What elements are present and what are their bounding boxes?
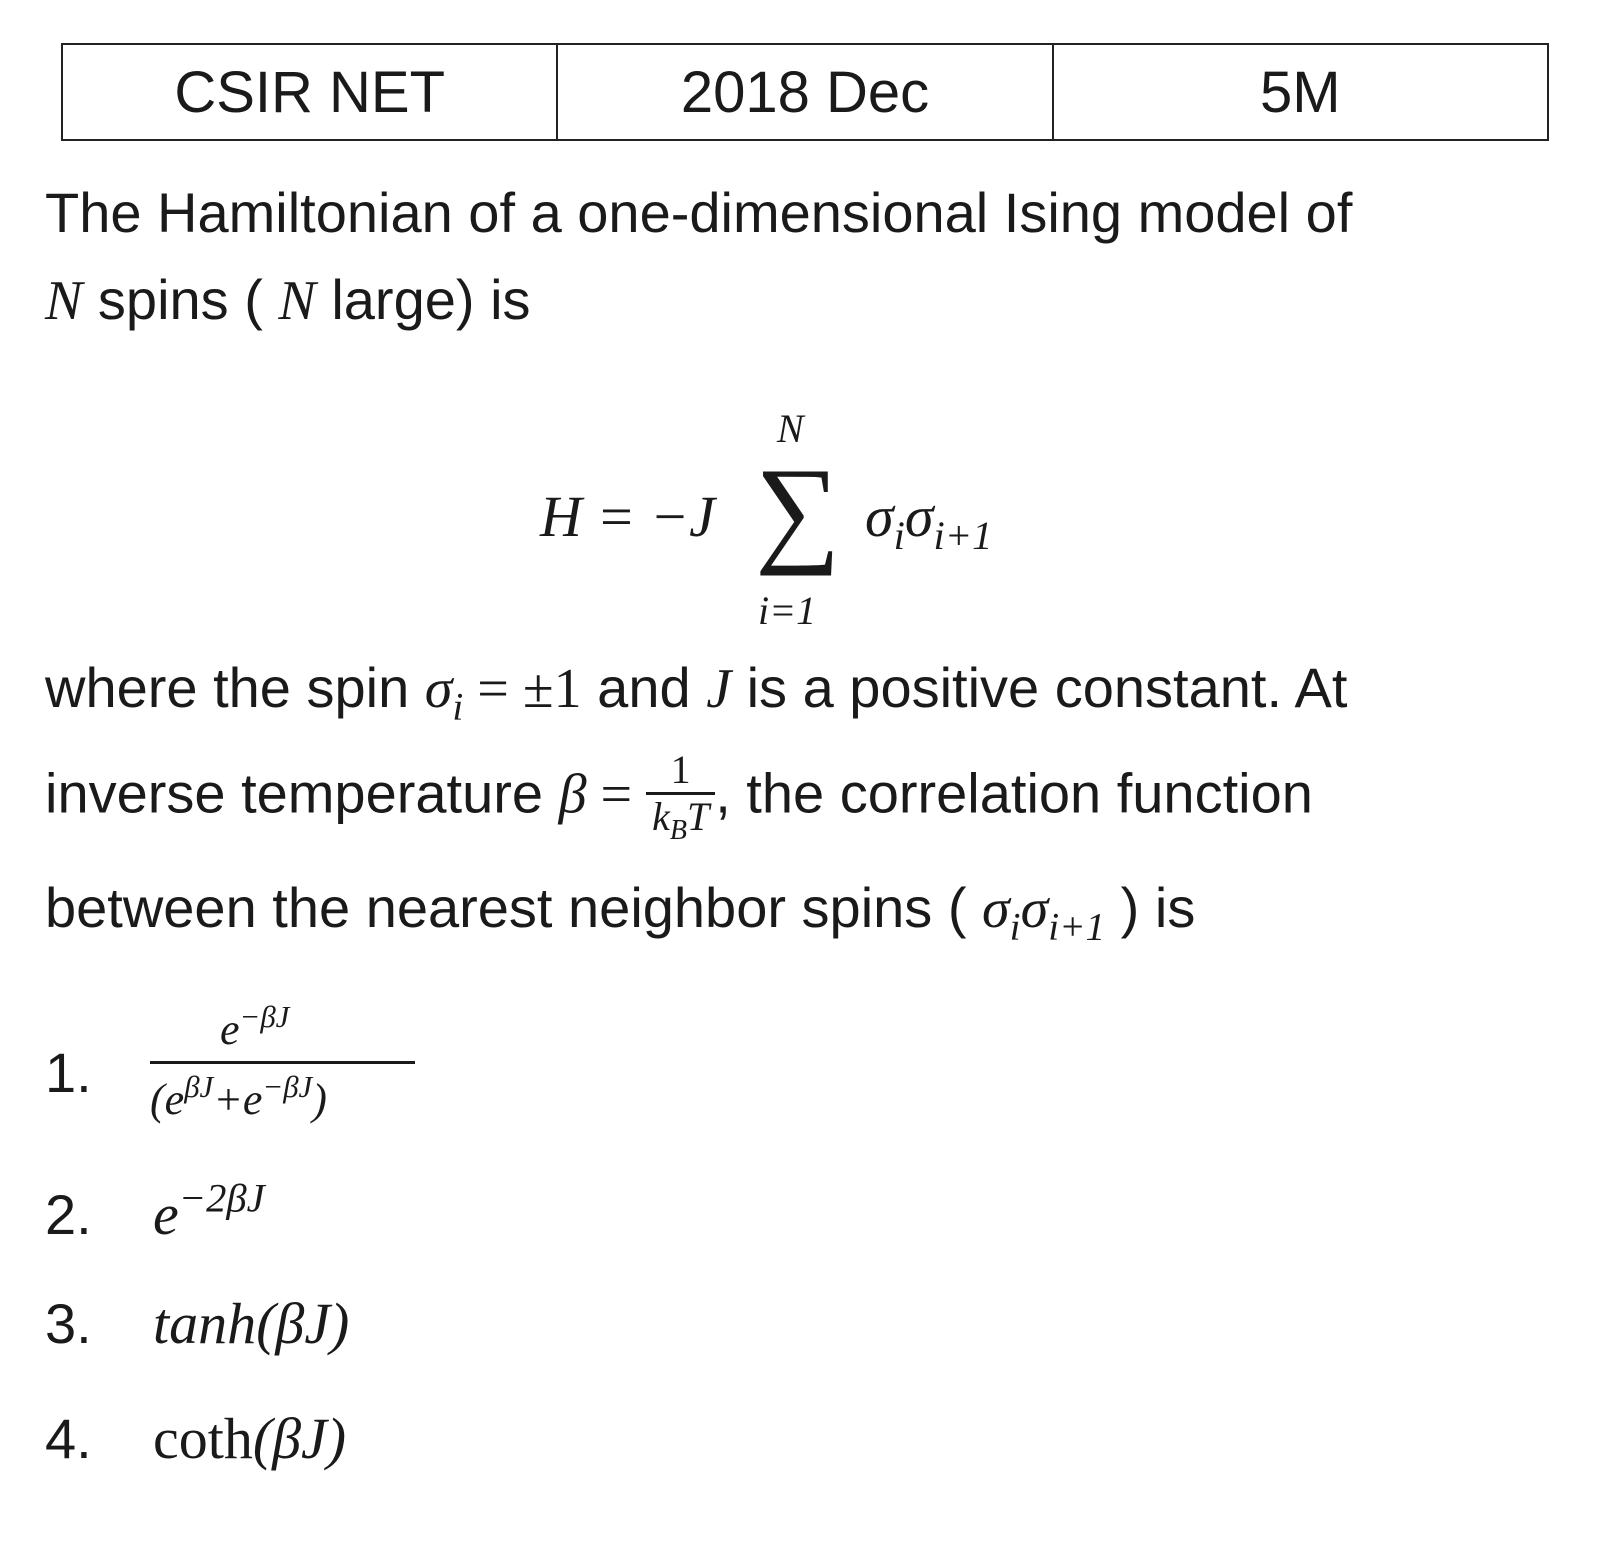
option-1-label xyxy=(45,1040,153,1105)
fraction-bar xyxy=(150,1061,415,1064)
coth-function: coth xyxy=(153,1406,253,1471)
symbol-e: e xyxy=(153,1182,179,1248)
symbol-n: N xyxy=(278,270,316,332)
sigma: σ xyxy=(424,658,453,720)
symbol-k: k xyxy=(652,794,670,839)
superscript: −βJ xyxy=(239,1000,290,1034)
sum-lower-limit: i=1 xyxy=(758,588,817,633)
text-fragment: (e xyxy=(150,1074,185,1124)
question-line-1: The Hamiltonian of a one-dimensional Ising model of xyxy=(45,181,1353,244)
fraction-denominator xyxy=(646,794,715,846)
option-number: 4. xyxy=(45,1407,92,1470)
symbol-t: T xyxy=(686,794,710,839)
argument: (βJ) xyxy=(252,1406,347,1471)
fraction-numerator: 1 xyxy=(670,747,691,792)
sum-term xyxy=(865,483,992,559)
text-fragment: +e xyxy=(213,1074,263,1124)
subscript: i+1 xyxy=(1048,905,1106,949)
text-fragment: where the spin xyxy=(45,656,425,719)
sigma: σ xyxy=(1020,878,1049,940)
sigma: σ xyxy=(904,484,934,549)
option-number: 3. xyxy=(45,1292,92,1355)
text-fragment: large) is xyxy=(315,268,531,331)
question-line-4 xyxy=(45,747,1313,846)
sum-upper-limit: N xyxy=(777,406,804,451)
option-1-expression xyxy=(150,1000,415,1125)
text-fragment: and xyxy=(581,656,707,719)
option-2 xyxy=(45,1175,265,1248)
subscript: i xyxy=(1009,905,1021,949)
symbol-n: N xyxy=(45,270,83,332)
hamiltonian-equation xyxy=(540,395,1100,635)
text-fragment: between the nearest neighbor spins ( xyxy=(45,876,983,939)
text-fragment: is a positive constant. At xyxy=(731,656,1348,719)
text-fragment: inverse temperature xyxy=(45,761,559,825)
sigma: σ xyxy=(982,878,1010,940)
equals: = xyxy=(586,763,647,826)
equation-fragment: = ±1 xyxy=(463,658,582,720)
option-3 xyxy=(45,1290,349,1357)
sigma: σ xyxy=(865,484,894,549)
option-2-expression xyxy=(153,1176,265,1248)
text-fragment: spins ( xyxy=(82,268,279,331)
text-fragment: , the correlation function xyxy=(715,761,1313,825)
header-table xyxy=(61,43,1549,141)
option-3-expression: tanh(βJ) xyxy=(153,1291,350,1356)
superscript: −βJ xyxy=(262,1069,313,1104)
symbol-e: e xyxy=(220,1004,240,1054)
beta: β xyxy=(558,763,587,826)
option-4 xyxy=(45,1405,346,1472)
summation-symbol: ∑ xyxy=(755,443,841,576)
superscript: −2βJ xyxy=(178,1176,265,1221)
option-number: 1. xyxy=(45,1041,92,1104)
option-number: 2. xyxy=(45,1183,92,1247)
subscript: i xyxy=(893,512,905,558)
exam-name: CSIR NET xyxy=(62,44,557,140)
superscript: βJ xyxy=(184,1069,214,1104)
subscript: i xyxy=(452,685,464,729)
subscript: i+1 xyxy=(933,512,993,558)
marks: 5M xyxy=(1053,44,1548,140)
question-line-2 xyxy=(45,268,531,332)
equation-lhs: H = −J xyxy=(540,484,715,549)
text-fragment: ) xyxy=(312,1074,327,1124)
option-4-expression xyxy=(153,1406,346,1471)
option-1-numerator xyxy=(150,1000,415,1055)
symbol-j: J xyxy=(706,658,732,720)
question-line-3 xyxy=(45,656,1348,729)
beta-fraction xyxy=(646,747,715,846)
exam-session: 2018 Dec xyxy=(557,44,1052,140)
subscript: B xyxy=(669,814,687,846)
question-line-5 xyxy=(45,876,1196,949)
text-fragment: ) is xyxy=(1105,876,1196,939)
option-1-denominator xyxy=(150,1070,415,1125)
